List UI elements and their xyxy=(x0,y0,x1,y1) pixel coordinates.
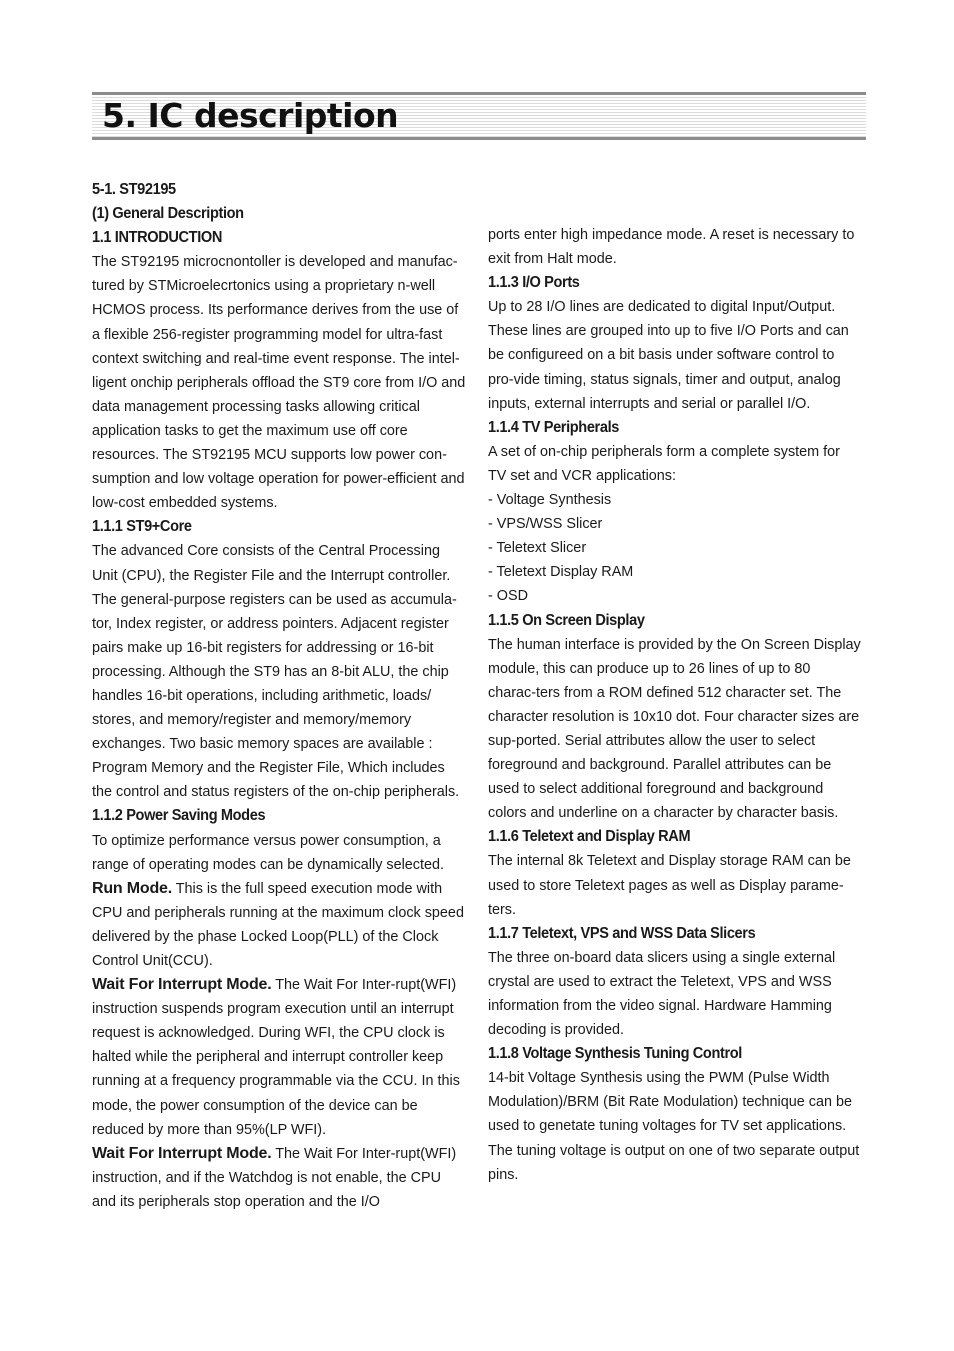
title-banner xyxy=(92,92,866,140)
list-item: - OSD xyxy=(488,588,528,605)
wfi-mode-text: The Wait For Inter-rupt(WFI) instruction suspends program execution until an interrupt request is acknowledged. During WFI, the CPU clock is halted while the peripheral and interrupt controller keep running at a frequency programmable via the CCU. In this mode, the power consumption of the device can be reduced by more than 95%(LP WFI). xyxy=(92,977,460,1138)
power-heading: 1.1.2 Power Saving Modes xyxy=(92,807,266,825)
run-mode-paragraph xyxy=(92,877,466,973)
osd-paragraph: The human interface is provided by the On Screen Display module, this can produce up to 26 lines of up to 80 charac-ters from a ROM defined 512 character set. The character resolution is 10x10 dot. Four character sizes are sup-ported. Serial attributes allow the user to select foreground and background. Parallel attributes can be used to select additional foreground and background colors and underline on a character by character basis. xyxy=(488,636,861,822)
list-item: - Voltage Synthesis xyxy=(488,492,612,509)
core-paragraph: The advanced Core consists of the Central Processing Unit (CPU), the Register File and the Interrupt controller. The general-purpose registers can be used as accumula-tor, Index register, or address pointers. Adjacent register pairs make up 16-bit registers for addressing or 16-bit processing. Although the ST9 has an 8-bit ALU, the chip handles 16-bit operations, including arithmetic, loads/ stores, and memory/register and memory/memory exchanges. Two basic memory spaces are available : Program Memory and the Register File, Which includes the control and status registers of the on-chip peripherals. xyxy=(92,543,460,801)
slicers-heading: 1.1.7 Teletext, VPS and WSS Data Slicers xyxy=(488,924,756,942)
core-heading: 1.1.1 ST9+Core xyxy=(92,518,192,536)
list-item: - Teletext Display RAM xyxy=(488,564,634,581)
halt-mode-continued: ports enter high impedance mode. A reset is necessary to exit from Halt mode. xyxy=(488,227,855,268)
intro-heading: 1.1 INTRODUCTION xyxy=(92,229,222,247)
wfi-mode-label: Wait For Interrupt Mode. xyxy=(92,976,272,994)
ram-paragraph: The internal 8k Teletext and Display storage RAM can be used to store Teletext pages as well as Display parame-ters. xyxy=(488,853,851,918)
tv-paragraph: A set of on-chip peripherals form a complete system for TV set and VCR applications: xyxy=(488,443,840,484)
right-column xyxy=(488,223,862,1187)
power-paragraph: To optimize performance versus power consumption, a range of operating modes can be dynamically selected. xyxy=(92,832,444,873)
halt-mode-text: The Wait For Inter-rupt(WFI) instruction, and if the Watchdog is not enable, the CPU and its peripherals stop operation and the I/O xyxy=(92,1145,457,1210)
osd-heading: 1.1.5 On Screen Display xyxy=(488,611,645,629)
list-item: - Teletext Slicer xyxy=(488,540,587,557)
left-column xyxy=(92,178,466,1214)
intro-paragraph: The ST92195 microcnontoller is developed and manufac-tured by STMicroelecrtonics using a proprietary n-well HCMOS process. Its performance derives from the use of a flexible 256-register programming model for ultra-fast context switching and real-time event response. The intel-ligent onchip peripherals offload the ST9 core from I/O and data management processing tasks allowing critical application tasks to get the maximum use off core resources. The ST92195 MCU supports low power con-sumption and low voltage operation for power-efficient and low-cost embedded systems. xyxy=(92,254,466,512)
run-mode-text: This is the full speed execution mode with CPU and peripherals running at the maximum clock speed delivered by the phase Locked Loop(PLL) of the Clock Control Unit(CCU). xyxy=(92,880,464,969)
io-heading: 1.1.3 I/O Ports xyxy=(488,274,580,292)
halt-mode-paragraph xyxy=(92,1142,466,1214)
section-heading: 5-1. ST92195 xyxy=(92,181,176,198)
halt-mode-label: Wait For Interrupt Mode. xyxy=(92,1144,272,1162)
wfi-mode-paragraph xyxy=(92,973,466,1142)
io-paragraph: Up to 28 I/O lines are dedicated to digital Input/Output. These lines are grouped into up to five I/O Ports and can be configureed on a bit basis under software control to pro-vide timing, status signals, timer and output, analog inputs, external interrupts and serial or parallel I/O. xyxy=(488,299,849,412)
page-title: 5. IC description xyxy=(102,96,399,135)
list-item: - VPS/WSS Slicer xyxy=(488,516,603,533)
ram-heading: 1.1.6 Teletext and Display RAM xyxy=(488,828,691,846)
subsection-heading: (1) General Description xyxy=(92,205,244,223)
voltage-synthesis-heading: 1.1.8 Voltage Synthesis Tuning Control xyxy=(488,1045,742,1063)
run-mode-label: Run Mode. xyxy=(92,879,172,897)
slicers-paragraph: The three on-board data slicers using a single external crystal are used to extract the Teletext, VPS and WSS information from the video signal. Hardware Hamming decoding is provided. xyxy=(488,949,836,1039)
tv-heading: 1.1.4 TV Peripherals xyxy=(488,418,619,436)
voltage-synthesis-paragraph: 14-bit Voltage Synthesis using the PWM (Pulse Width Modulation)/BRM (Bit Rate Modulation) technique can be used to genetate tuning voltages for TV set applications. The tuning voltage is output on one of two separate output pins. xyxy=(488,1070,860,1183)
